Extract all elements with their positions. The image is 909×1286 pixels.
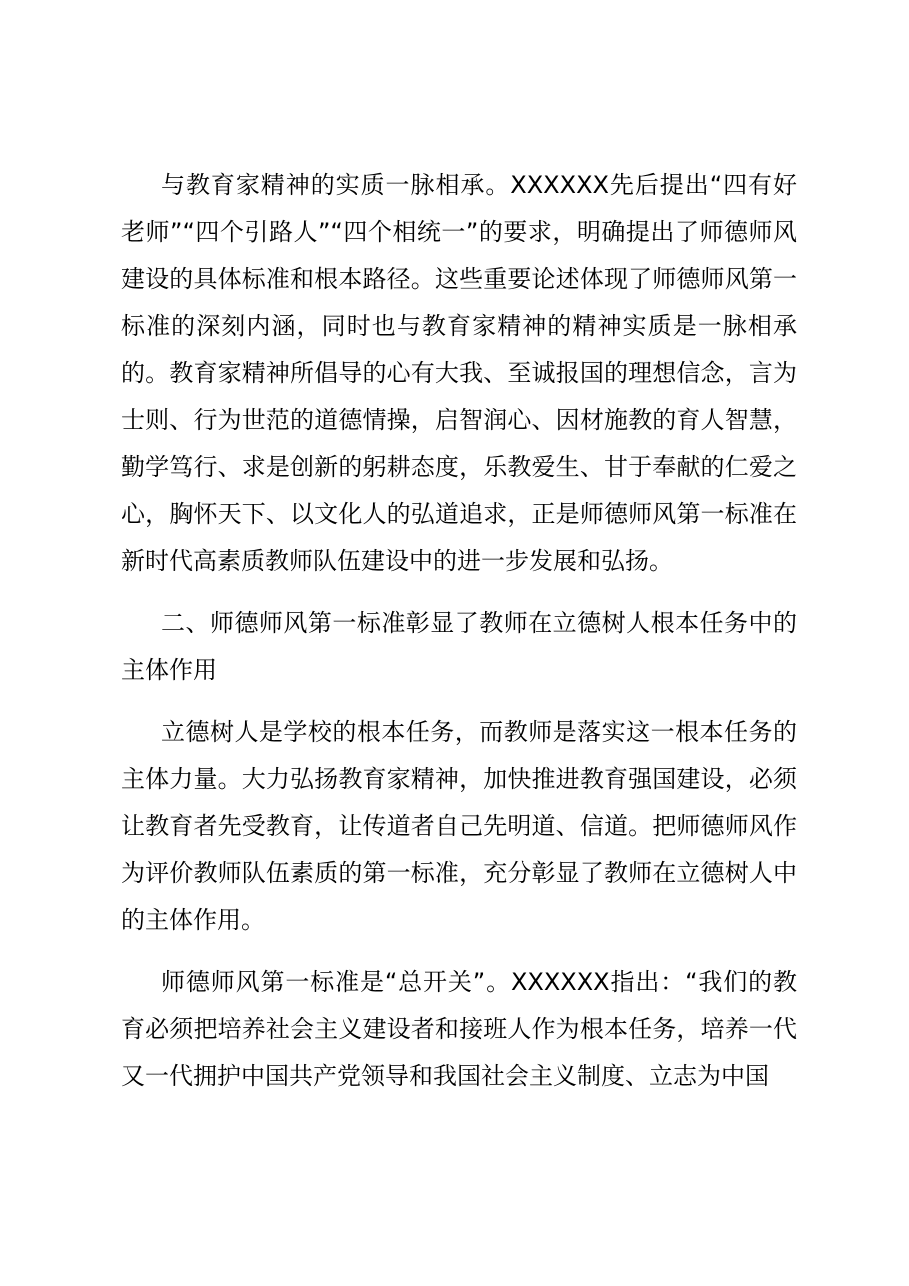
body-paragraph-1: 与教育家精神的实质一脉相承。XXXXXX先后提出“四有好老师”“四个引路人”“四个相统一”的要求，明确提出了师德师风建设的具体标准和根本路径。这些重要论述体现了师德师风第一标准的深刻内涵，同时也与教育家精神的精神实质是一脉相承的。教育家精神所倡导的心有大我、至诚报国的理想信念，言为士则、行为世范的道德情操，启智润心、因材施教的育人智慧，勤学笃行、求是创新的躬耕态度，乐教爱生、甘于奉献的仁爱之心，胸怀天下、以文化人的弘道追求，正是师德师风第一标准在新时代高素质教师队伍建设中的进一步发展和弘扬。: [121, 171, 797, 575]
document-body: [121, 162, 797, 1100]
body-paragraph-2: 立德树人是学校的根本任务，而教师是落实这一根本任务的主体力量。大力弘扬教育家精神，加快推进教育强国建设，必须让教育者先受教育，让传道者自己先明道、信道。把师德师风作为评价教师队伍素质的第一标准，充分彰显了教师在立德树人中的主体作用。: [121, 718, 797, 934]
section-heading-2: 二、师德师风第一标准彰显了教师在立德树人根本任务中的主体作用: [121, 609, 797, 684]
body-paragraph-3: 师德师风第一标准是“总开关”。XXXXXX指出：“我们的教育必须把培养社会主义建设者和接班人作为根本任务，培养一代又一代拥护中国共产党领导和我国社会主义制度、立志为中国: [121, 968, 797, 1090]
